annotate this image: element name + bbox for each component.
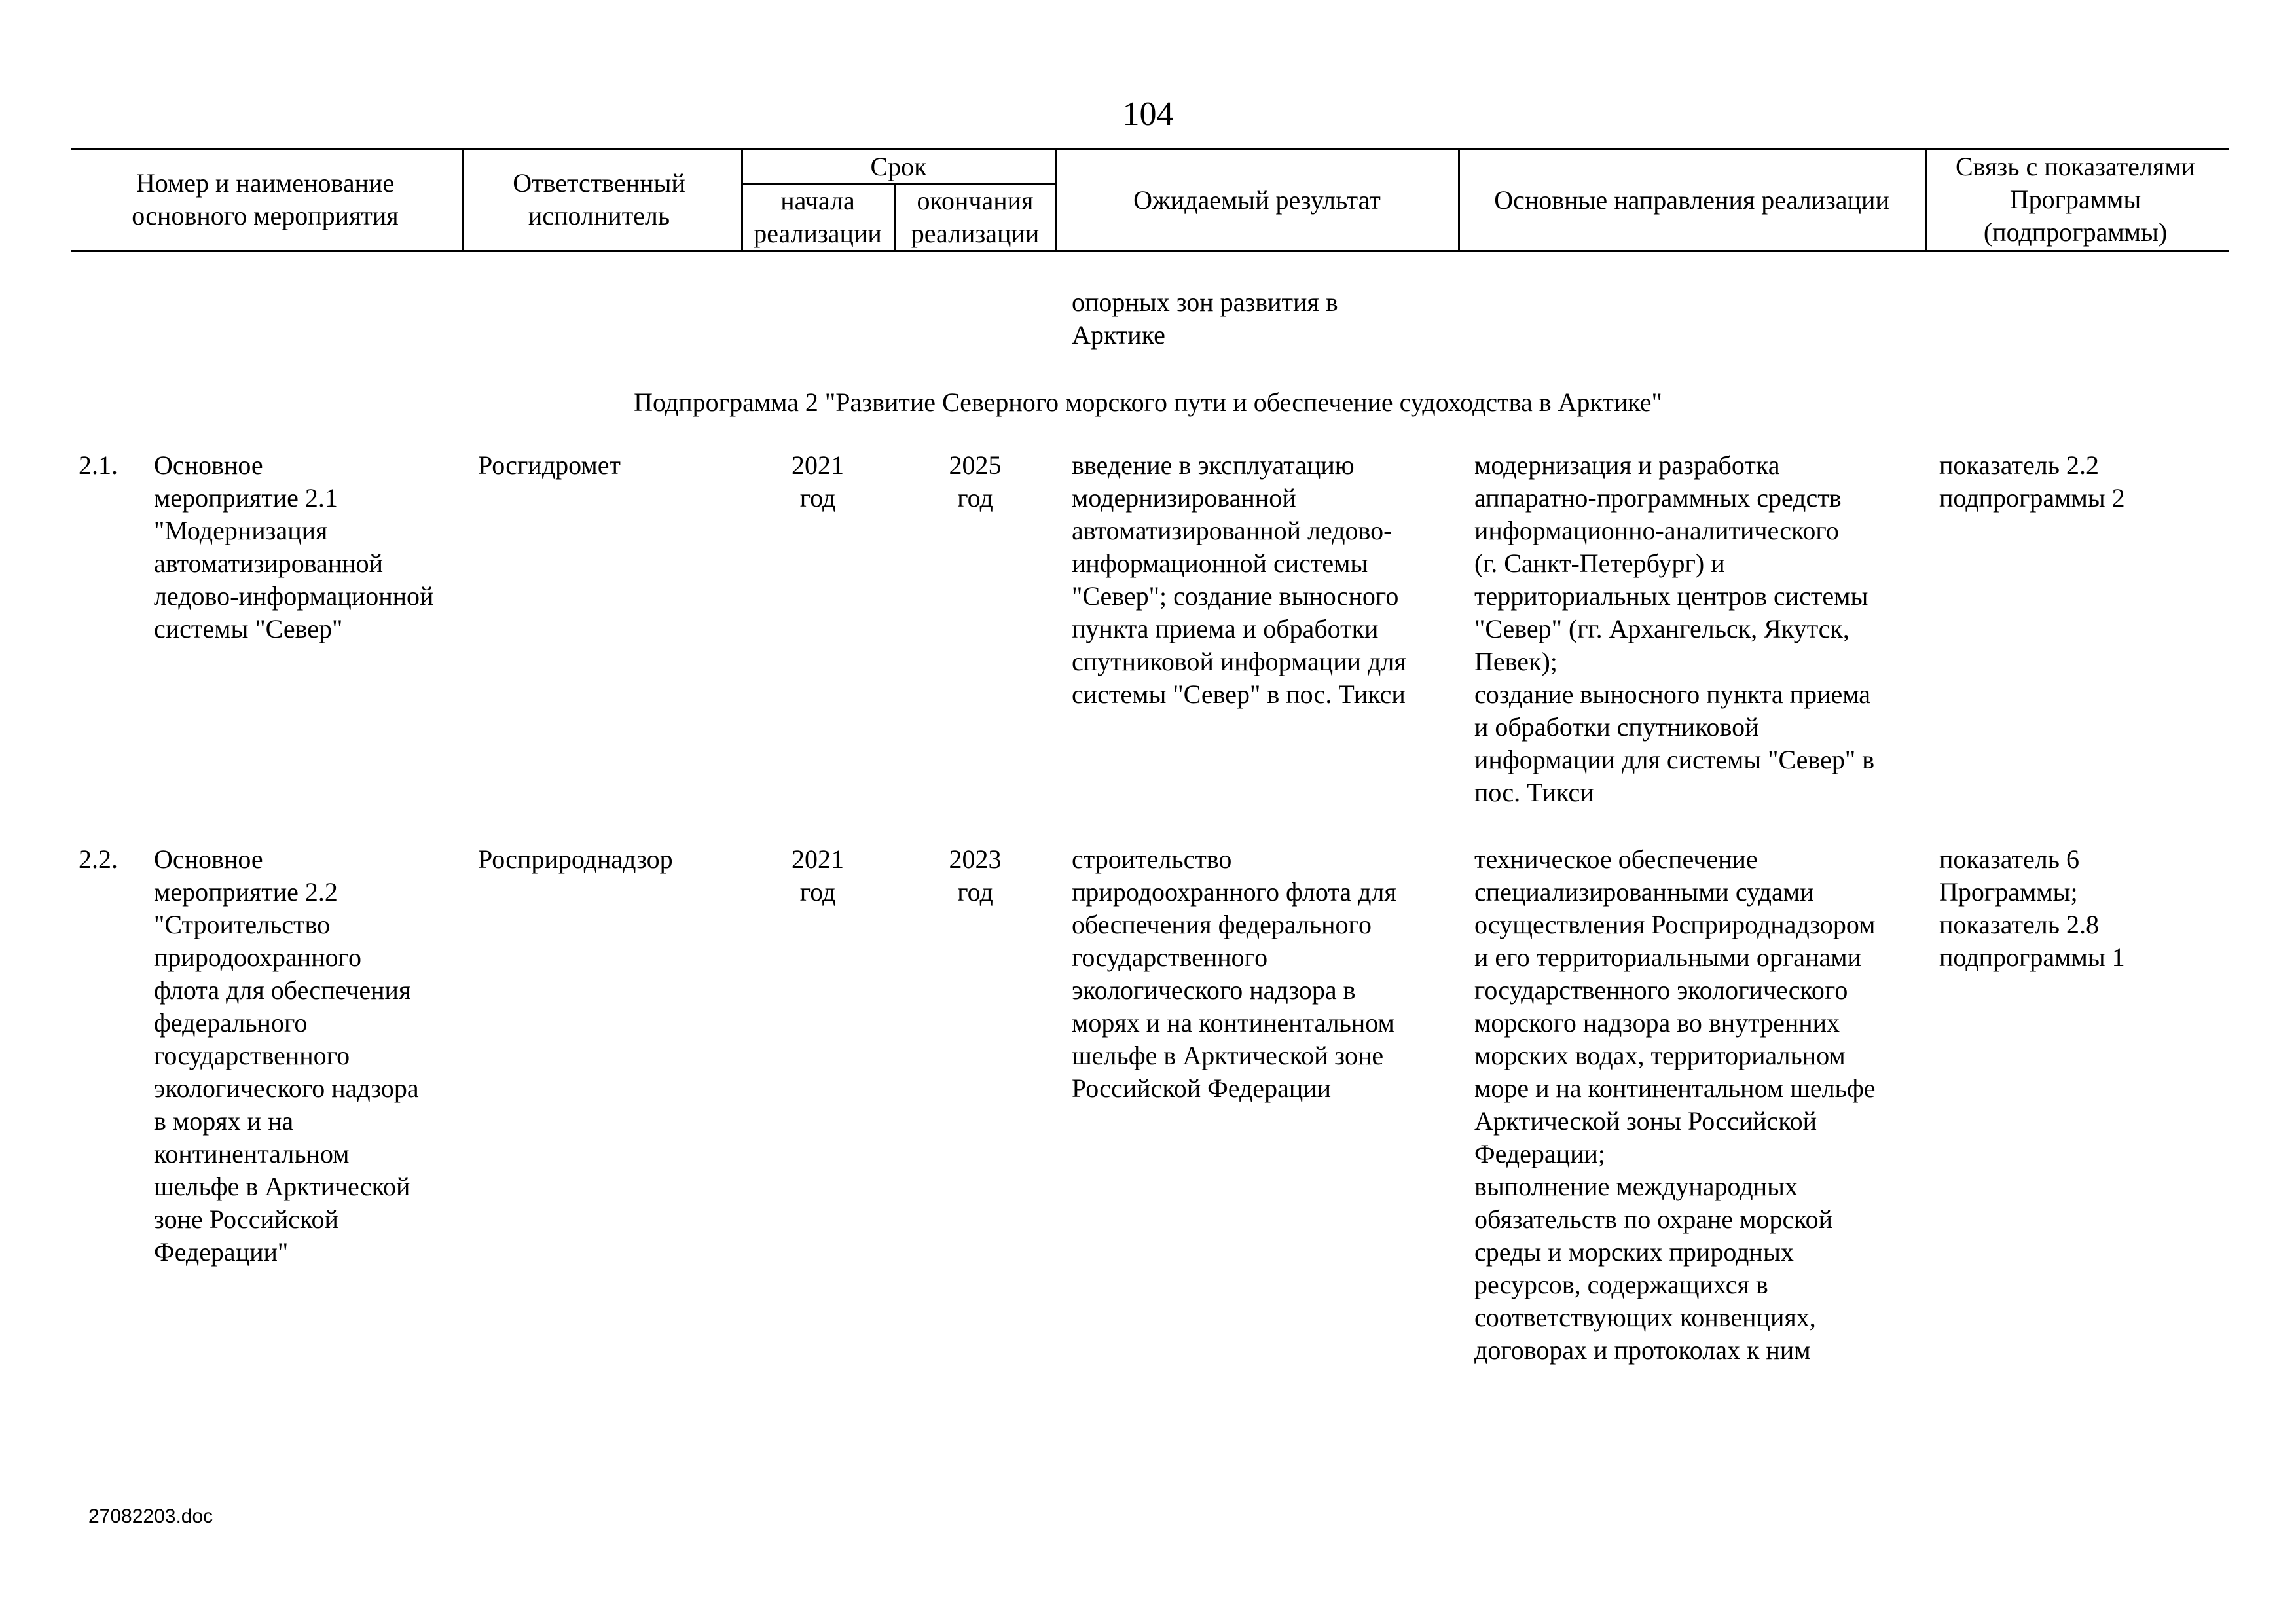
header-bottom-rule <box>71 250 2229 252</box>
page-number: 104 <box>1122 96 1174 133</box>
header-number-name: Номер и наименование основного мероприятия <box>132 168 399 230</box>
continuation-text: опорных зон развития в Арктике <box>1072 287 1338 350</box>
row-link: показатель 6 Программы; показатель 2.8 подпрограммы 1 <box>1939 844 2125 972</box>
row-result: введение в эксплуатацию модернизированной автоматизированной ледово- информационной системы "Север"; создание выносного пункта приема и обработки спутниковой информации для системы "Север" в пос. Тикси <box>1072 450 1406 709</box>
footer-code: 27082203.doc <box>88 1506 213 1527</box>
header-start: начала реализации <box>754 186 882 248</box>
row-directions: техническое обеспечение специализированными судами осуществления Росприроднадзором и его территориальными органами государственного экологического морского надзора во внутренних морских водах, территориальном море и на континентальном шельфе Арктической зоны Российской Федерации; выполнение международных обязательств по охране морской среды и морских природных ресурсов, содержащихся в соответствующих конвенциях, договорах и протоколах к ним <box>1474 844 1876 1365</box>
header-divider <box>1925 149 1927 251</box>
row-end: 2025 год <box>949 450 1002 513</box>
row-start: 2021 год <box>792 844 844 907</box>
row-number: 2.1. <box>79 450 118 480</box>
row-start: 2021 год <box>792 450 844 513</box>
header-term: Срок <box>870 152 927 181</box>
header-executor: Ответственный исполнитель <box>513 168 685 230</box>
header-result: Ожидаемый результат <box>1133 185 1381 215</box>
header-directions: Основные направления реализации <box>1494 185 1889 215</box>
row-result: строительство природоохранного флота для обеспечения федерального государственного экологического надзора в морях и на континентальном шельфе в Арктической зоне Российской Федерации <box>1072 844 1396 1103</box>
row-directions: модернизация и разработка аппаратно-программных средств информационно-аналитического (г. Санкт-Петербург) и территориальных центров системы "Север" (гг. Архангельск, Якутск, Певек); создание выносного пункта приема и обработки спутниковой информации для системы "Север" в пос. Тикси <box>1474 450 1875 807</box>
row-name: Основное мероприятие 2.1 "Модернизация автоматизированной ледово-информационной системы "Север" <box>154 450 434 643</box>
row-link: показатель 2.2 подпрограммы 2 <box>1939 450 2125 513</box>
subprogram-title: Подпрограмма 2 "Развитие Северного морского пути и обеспечение судоходства в Арктике" <box>634 388 1662 417</box>
header-link: Связь с показателями Программы (подпрограммы) <box>1955 152 2196 247</box>
row-name: Основное мероприятие 2.2 "Строительство природоохранного флота для обеспечения федерального государственного экологического надзора в морях и на континентальном шельфе в Арктической зоне Российской Федерации" <box>154 844 419 1267</box>
row-executor: Росгидромет <box>478 450 621 480</box>
row-executor: Росприроднадзор <box>478 844 673 874</box>
header-end: окончания реализации <box>911 186 1040 248</box>
row-number: 2.2. <box>79 844 118 874</box>
header-divider <box>462 149 464 251</box>
header-top-rule <box>71 148 2229 150</box>
row-end: 2023 год <box>949 844 1002 907</box>
